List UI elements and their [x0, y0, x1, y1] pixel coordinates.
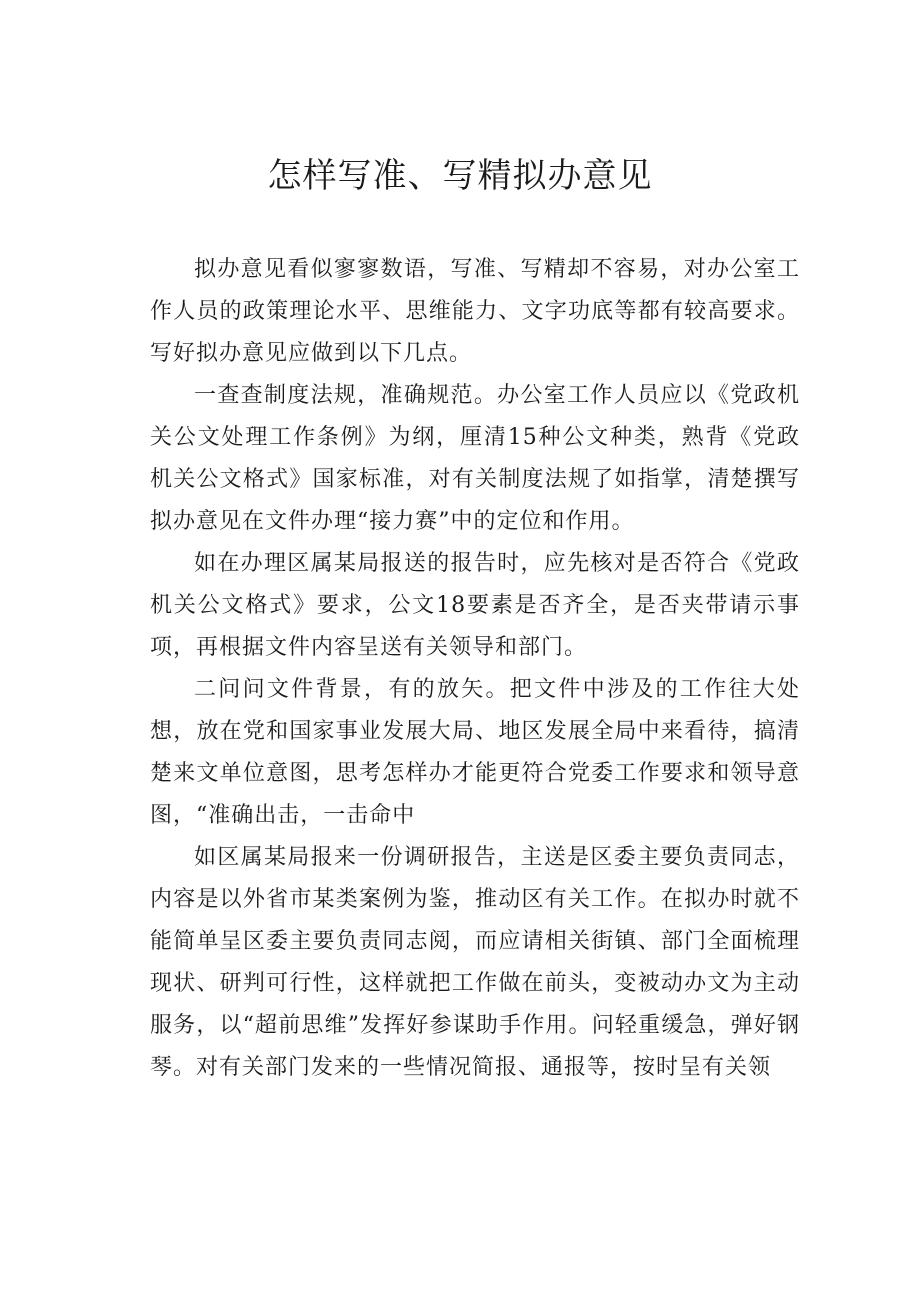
paragraph-point-two: 二问问文件背景，有的放矢。把文件中涉及的工作往大处想，放在党和国家事业发展大局、地区发展全局中来看待，搞清楚来文单位意图，思考怎样办才能更符合党委工作要求和领导意图，“准确出击，一击命中 — [150, 677, 800, 828]
paragraph-intro: 拟办意见看似寥寥数语，写准、写精却不容易，对办公室工作人员的政策理论水平、思维能力、文字功底等都有较高要求。写好拟办意见应做到以下几点。 — [150, 257, 800, 366]
document-body — [150, 249, 800, 1089]
paragraph-example-one: 如在办理区属某局报送的报告时，应先核对是否符合《党政机关公文格式》要求，公文18要素是否齐全，是否夹带请示事项，再根据文件内容呈送有关领导和部门。 — [150, 551, 800, 660]
paragraph-point-one: 一查查制度法规，准确规范。办公室工作人员应以《党政机关公文处理工作条例》为纲，厘清15种公文种类，熟背《党政机关公文格式》国家标准，对有关制度法规了如指掌，清楚撰写拟办意见在文件办理“接力赛”中的定位和作用。 — [150, 383, 800, 534]
document-title: 怎样写准、写精拟办意见 — [267, 156, 653, 196]
paragraph-example-two: 如区属某局报来一份调研报告，主送是区委主要负责同志，内容是以外省市某类案例为鉴，推动区有关工作。在拟办时就不能简单呈区委主要负责同志阅，而应请相关街镇、部门全面梳理现状、研判可行性，这样就把工作做在前头，变被动办文为主动服务，以“超前思维”发挥好参谋助手作用。问轻重缓急，弹好钢琴。对有关部门发来的一些情况简报、通报等，按时呈有关领 — [150, 845, 800, 1080]
